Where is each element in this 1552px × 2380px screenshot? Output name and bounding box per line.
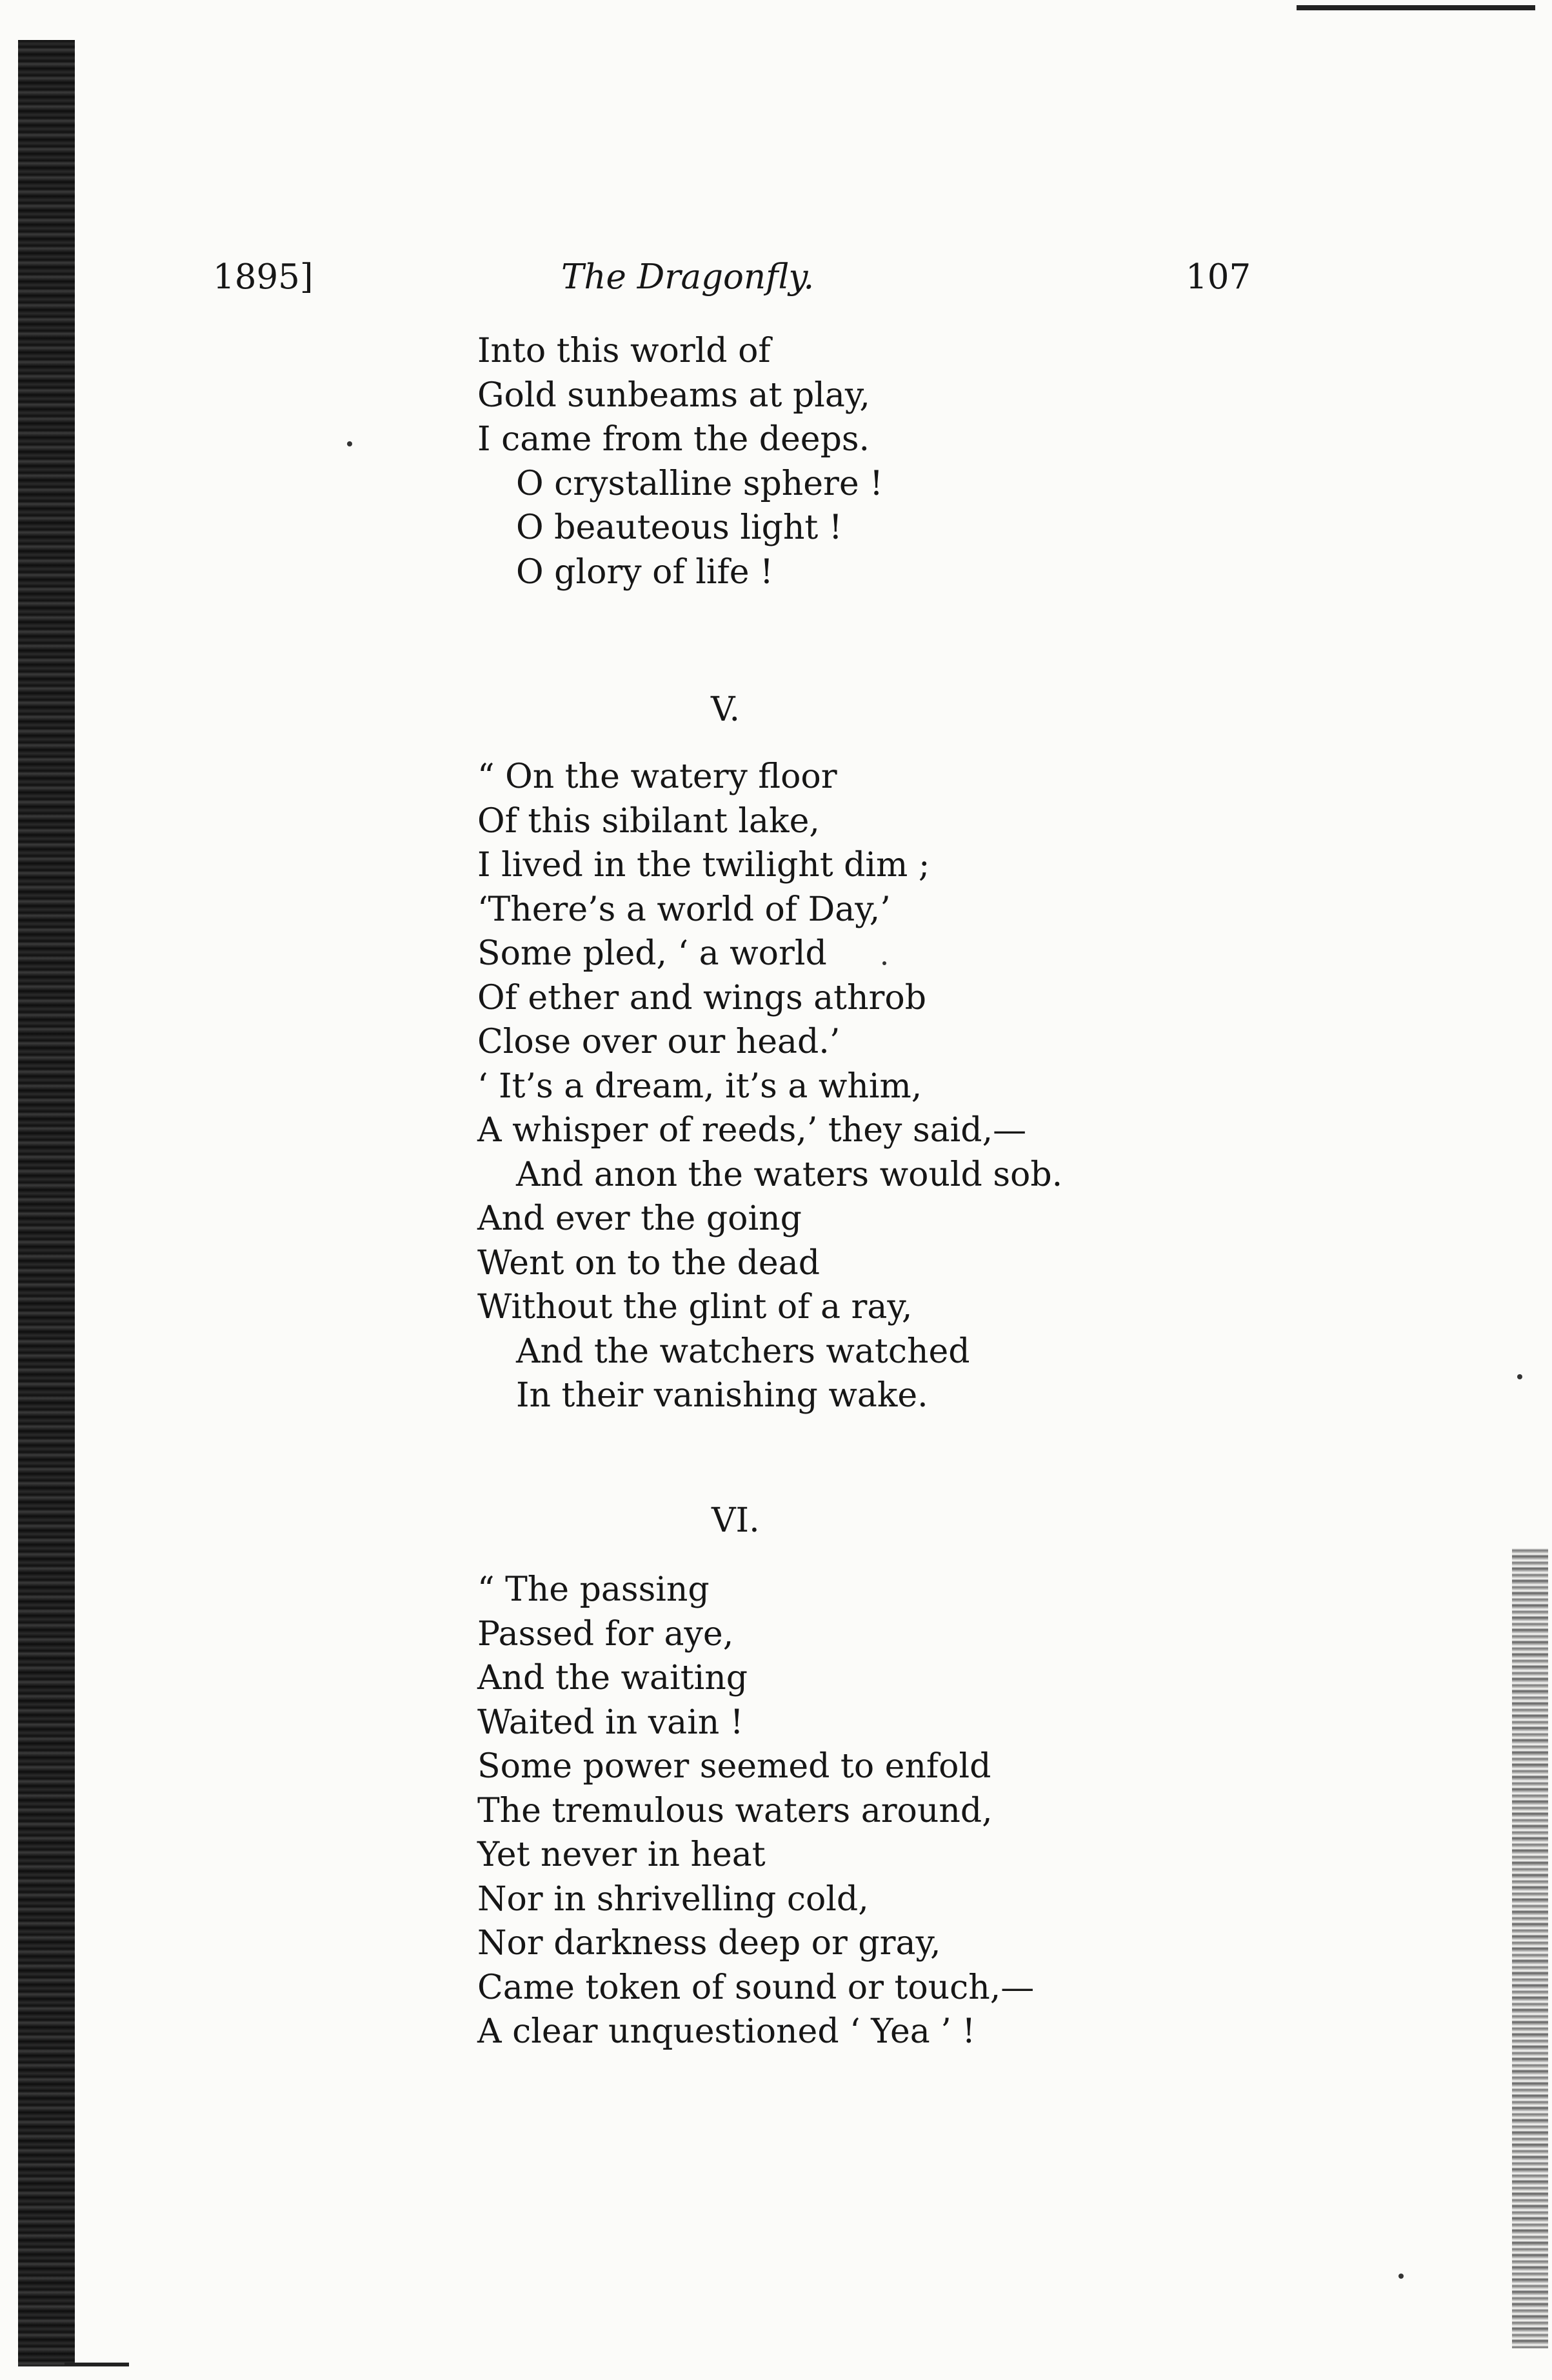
running-head-year: 1895]	[213, 257, 313, 297]
binding-gutter-foot	[65, 2363, 129, 2366]
poem-line: And anon the waters would sob.	[516, 1155, 1063, 1194]
poem-line: Nor darkness deep or gray,	[477, 1924, 941, 1963]
poem-line: I lived in the twilight dim ;	[477, 846, 930, 885]
poem-line: A clear unquestioned ‘ Yea ’ !	[477, 2012, 976, 2051]
poem-line: Close over our head.’	[477, 1023, 841, 1061]
poem-line: A whisper of reeds,’ they said,—	[477, 1111, 1027, 1150]
poem-line: Waited in vain !	[477, 1703, 744, 1742]
running-head-title: The Dragonfly.	[561, 257, 815, 297]
page-number: 107	[1186, 257, 1251, 297]
poem-line: Nor in shrivelling cold,	[477, 1879, 869, 1919]
stanza-v	[477, 755, 1062, 1418]
poem-line: Some pled, ‘ a world	[477, 934, 827, 973]
poem-line: ‘ It’s a dream, it’s a whim,	[477, 1066, 922, 1106]
poem-line: And the waiting	[477, 1659, 748, 1697]
poem-line: Some power seemed to enfold	[477, 1747, 991, 1786]
poem-line: O crystalline sphere !	[516, 464, 884, 503]
poem-line: O glory of life !	[516, 552, 773, 592]
poem-line: In their vanishing wake.	[516, 1376, 928, 1415]
ink-speck	[1517, 1374, 1522, 1379]
poem-line: And the watchers watched	[516, 1332, 970, 1371]
poem-line: “ On the watery floor	[477, 757, 837, 796]
poem-line: I came from the deeps.	[477, 420, 870, 459]
poem-line: Came token of sound or touch,—	[477, 1968, 1035, 2007]
poem-line: Of ether and wings athrob	[477, 978, 927, 1017]
binding-gutter-shadow	[18, 40, 75, 2366]
section-numeral-v: V.	[711, 690, 740, 729]
poem-line: Without the glint of a ray,	[477, 1288, 913, 1326]
poem-line: O beauteous light !	[516, 508, 842, 547]
stanza-iv-ending	[477, 329, 883, 594]
poem-line: Went on to the dead	[477, 1243, 820, 1283]
poem-line: Into this world of	[477, 332, 771, 370]
poem-line: ‘There’s a world of Day,’	[477, 890, 891, 929]
poem-line: The tremulous waters around,	[477, 1791, 993, 1830]
poem-line: Of this sibilant lake,	[477, 801, 820, 841]
poem-line: Passed for aye,	[477, 1614, 734, 1654]
scan-edge-rule	[1297, 5, 1535, 10]
section-numeral-vi: VI.	[711, 1501, 760, 1540]
ink-speck	[347, 441, 352, 446]
poem-line: “ The passing	[477, 1570, 710, 1609]
poem-line: And ever the going	[477, 1199, 802, 1238]
ink-speck	[1398, 2274, 1404, 2279]
poem-line: Gold sunbeams at play,	[477, 375, 870, 415]
page-edge-noise	[1512, 1548, 1548, 2348]
poem-line: Yet never in heat	[477, 1835, 766, 1874]
stanza-vi	[477, 1568, 1034, 2054]
